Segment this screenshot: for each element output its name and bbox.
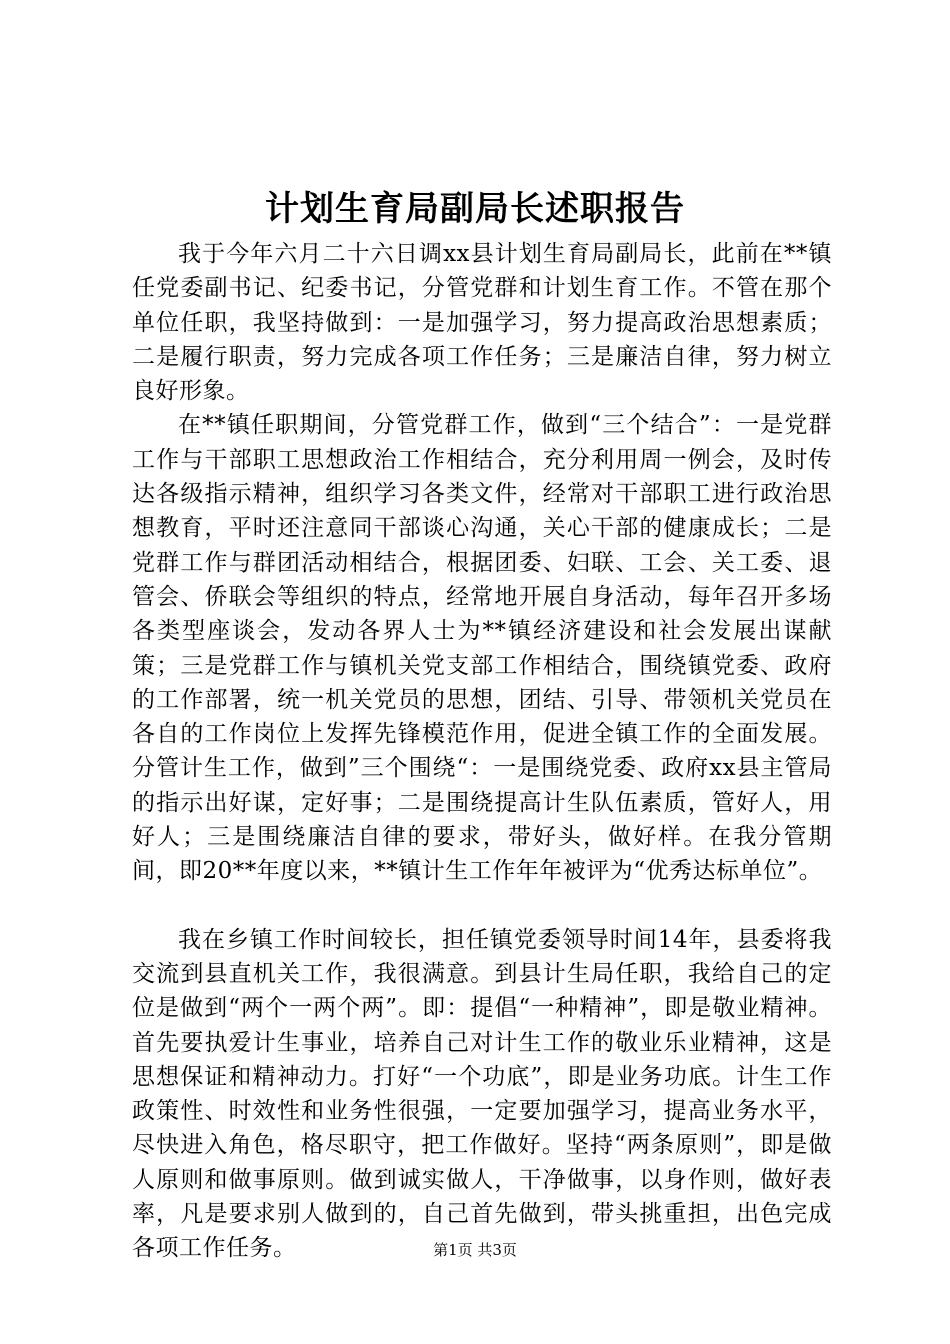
document-body [132,237,832,1266]
page-number-footer: 第1页 共3页 [433,1241,517,1259]
paragraph-3: 我在乡镇工作时间较长，担任镇党委领导时间14年，县委将我交流到县直机关工作，我很满意。到县计生局任职，我给自己的定位是做到“两个一两个两”。即：提倡“一种精神”，即是敬业精神。首先要执爱计生事业，培养自己对计生工作的敬业乐业精神，这是思想保证和精神动力。打好“一个功底”，即是业务功底。计生工作政策性、时效性和业务性很强，一定要加强学习，提高业务水平，尽快进入角色，格尽职守，把工作做好。坚持“两条原则”，即是做人原则和做事原则。做到诚实做人，干净做事，以身作则，做好表率，凡是要求别人做到的，自己首先做到，带头挑重担，出色完成各项工作任务。 [132,926,832,1262]
document-title: 计划生育局副局长述职报告 [265,189,685,229]
paragraph-2: 在**镇任职期间，分管党群工作，做到“三个结合”：一是党群工作与干部职工思想政治工作相结合，充分利用周一例会，及时传达各级指示精神，组织学习各类文件，经常对干部职工进行政治思想教育，平时还注意同干部谈心沟通，关心干部的健康成长；二是党群工作与群团活动相结合，根据团委、妇联、工会、关工委、退管会、侨联会等组织的特点，经常地开展自身活动，每年召开多场各类型座谈会，发动各界人士为**镇经济建设和社会发展出谋献策；三是党群工作与镇机关党支部工作相结合，围绕镇党委、政府的工作部署，统一机关党员的思想，团结、引导、带领机关党员在各自的工作岗位上发挥先锋模范作用，促进全镇工作的全面发展。分管计生工作，做到”三个围绕“：一是围绕党委、政府xx县主管局的指示出好谋，定好事；二是围绕提高计生队伍素质，管好人，用好人；三是围绕廉洁自律的要求，带好头，做好样。在我分管期间，即20**年度以来，**镇计生工作年年被评为“优秀达标单位”。 [132,412,832,885]
paragraph-1: 我于今年六月二十六日调xx县计划生育局副局长，此前在**镇任党委副书记、纪委书记，分管党群和计划生育工作。不管在那个单位任职，我坚持做到：一是加强学习，努力提高政治思想素质；二是履行职责，努力完成各项工作任务；三是廉洁自律，努力树立良好形象。 [132,241,832,405]
